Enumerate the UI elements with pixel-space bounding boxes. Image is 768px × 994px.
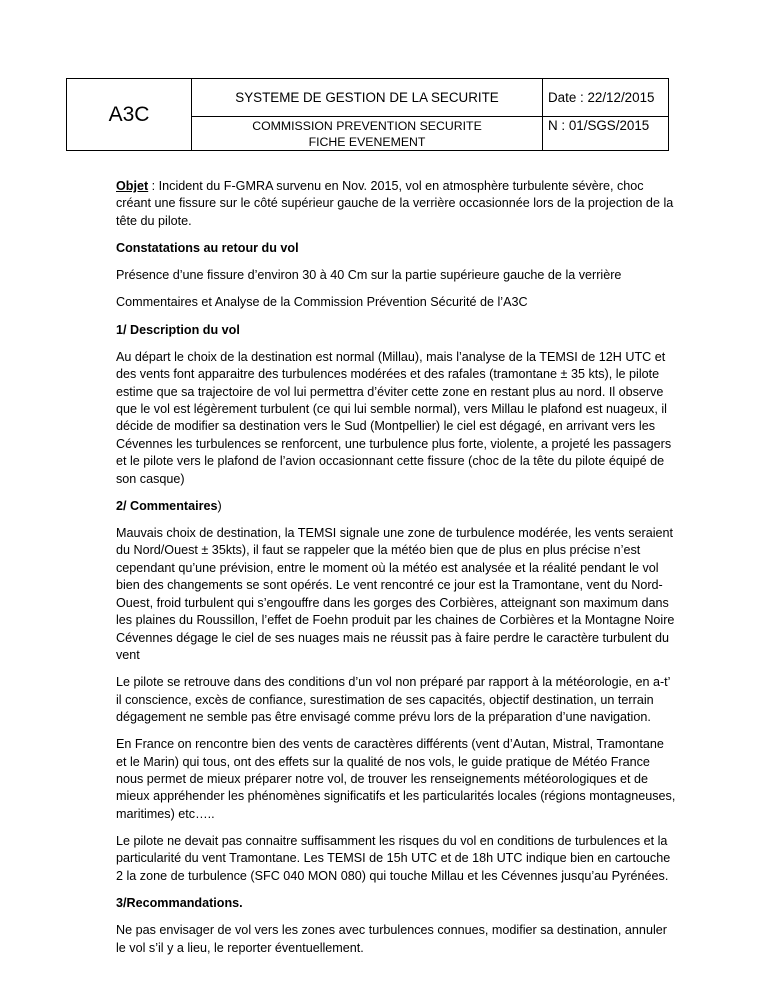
section3-heading: 3/Recommandations. — [116, 895, 243, 910]
header-table — [66, 78, 669, 151]
constatations-text: Présence d’une fissure d’environ 30 à 40 Cm sur la partie supérieure gauche de la verrière — [116, 268, 622, 283]
section1-text: Au départ le choix de la destination est normal (Millau), mais l’analyse de la TEMSI de 12H UTC et des vents font apparaitre des turbulences modérées et des rafales (tramontane ± 35 kts), le pilote estime que sa trajectoire de vol lui permettra d’éviter cette zone en restant plus au nord. Il observe que le vol est légèrement turbulent (ce qui lui semble normal), vers Millau le plafond est nuageux, il décide de modifier sa destination vers le Sud (Montpellier) le ciel est dégagé, en arrivant vers les Cévennes les turbulences se renforcent, une turbulence plus forte, violente, a projeté les passagers et le pilote vers le plafond de l’avion occasionnant cette fissure (choc de la tête du pilote équipé de son casque) — [116, 349, 672, 486]
section2-paragraph-4: Le pilote ne devait pas connaitre suffisamment les risques du vol en conditions de turbulences et la particularité du vent Tramontane. Les TEMSI de 15h UTC et de 18h UTC indique bien en cartouche 2 la zone de turbulence (SFC 040 MON 080) qui touche Millau et les Cévennes jusqu’au Pyrénées. — [116, 833, 671, 883]
objet-text: : Incident du F-GMRA survenu en Nov. 2015, vol en atmosphère turbulente sévère, choc créant une fissure sur le côté supérieur gauche de la verrière occasionnée lors de la projection de la tête du pilote. — [116, 179, 674, 228]
section2-heading-suffix: ) — [217, 498, 222, 513]
section2-heading-paragraph — [116, 498, 676, 515]
objet-label: Objet — [116, 179, 149, 193]
commentaires-intro: Commentaires et Analyse de la Commission Prévention Sécurité de l’A3C — [116, 295, 528, 310]
commission-line-2: FICHE EVENEMENT — [308, 134, 426, 149]
document-body — [116, 178, 676, 967]
system-title: SYSTEME DE GESTION DE LA SECURITE — [192, 79, 543, 117]
section2-paragraph-2: Le pilote se retrouve dans des conditions d’un vol non préparé par rapport à la météorologie, en a-t’ il conscience, excès de confiance, surestimation de ses capacités, objectif destination, un terrain dégagement ne semble pas être envisagé comme prévu lors de la préparation d’une navigation. — [116, 675, 671, 724]
objet-paragraph — [116, 178, 676, 230]
document-date: Date : 22/12/2015 — [543, 79, 669, 117]
section2-paragraph-1: Mauvais choix de destination, la TEMSI signale une zone de turbulence modérée, les vents seraient du Nord/Ouest ± 35kts), il faut se rappeler que la météo bien que de plus en plus précise n’est cependant qu’une prévision, entre le moment où la météo est analysée et la réalité pendant le vol bien des changements se sont opérés. Le vent rencontré ce jour est la Tramontane, vent du Nord-Ouest, froid turbulent qui s’engouffre dans les gorges des Corbières, atteignant son maximum dans les plaines du Roussillon, l’effet de Foehn produit par les chaines de Corbières et la Montagne Noire Cévennes dégage le ciel de ses nuages mais ne réussit pas à faire perdre le caractère turbulent du vent — [116, 526, 675, 662]
section2-heading: 2/ Commentaires — [116, 498, 218, 513]
organization-name: A3C — [67, 79, 192, 151]
section1-heading: 1/ Description du vol — [116, 322, 240, 337]
commission-title — [192, 117, 543, 151]
commission-line-1: COMMISSION PREVENTION SECURITE — [252, 118, 482, 133]
document-number: N : 01/SGS/2015 — [543, 117, 669, 151]
constatations-heading: Constatations au retour du vol — [116, 241, 299, 256]
section3-text: Ne pas envisager de vol vers les zones avec turbulences connues, modifier sa destination, annuler le vol s’il y a lieu, le reporter éventuellement. — [116, 923, 667, 955]
section2-paragraph-3: En France on rencontre bien des vents de caractères différents (vent d’Autan, Mistral, Tramontane et le Marin) qui tous, ont des effets sur la qualité de nos vols, le guide pratique de Météo France nous permet de mieux préparer notre vol, de trouver les renseignements météorologiques et de mieux appréhender les phénomènes significatifs et les particularités locales (régions montagneuses, maritimes) etc….. — [116, 737, 676, 821]
